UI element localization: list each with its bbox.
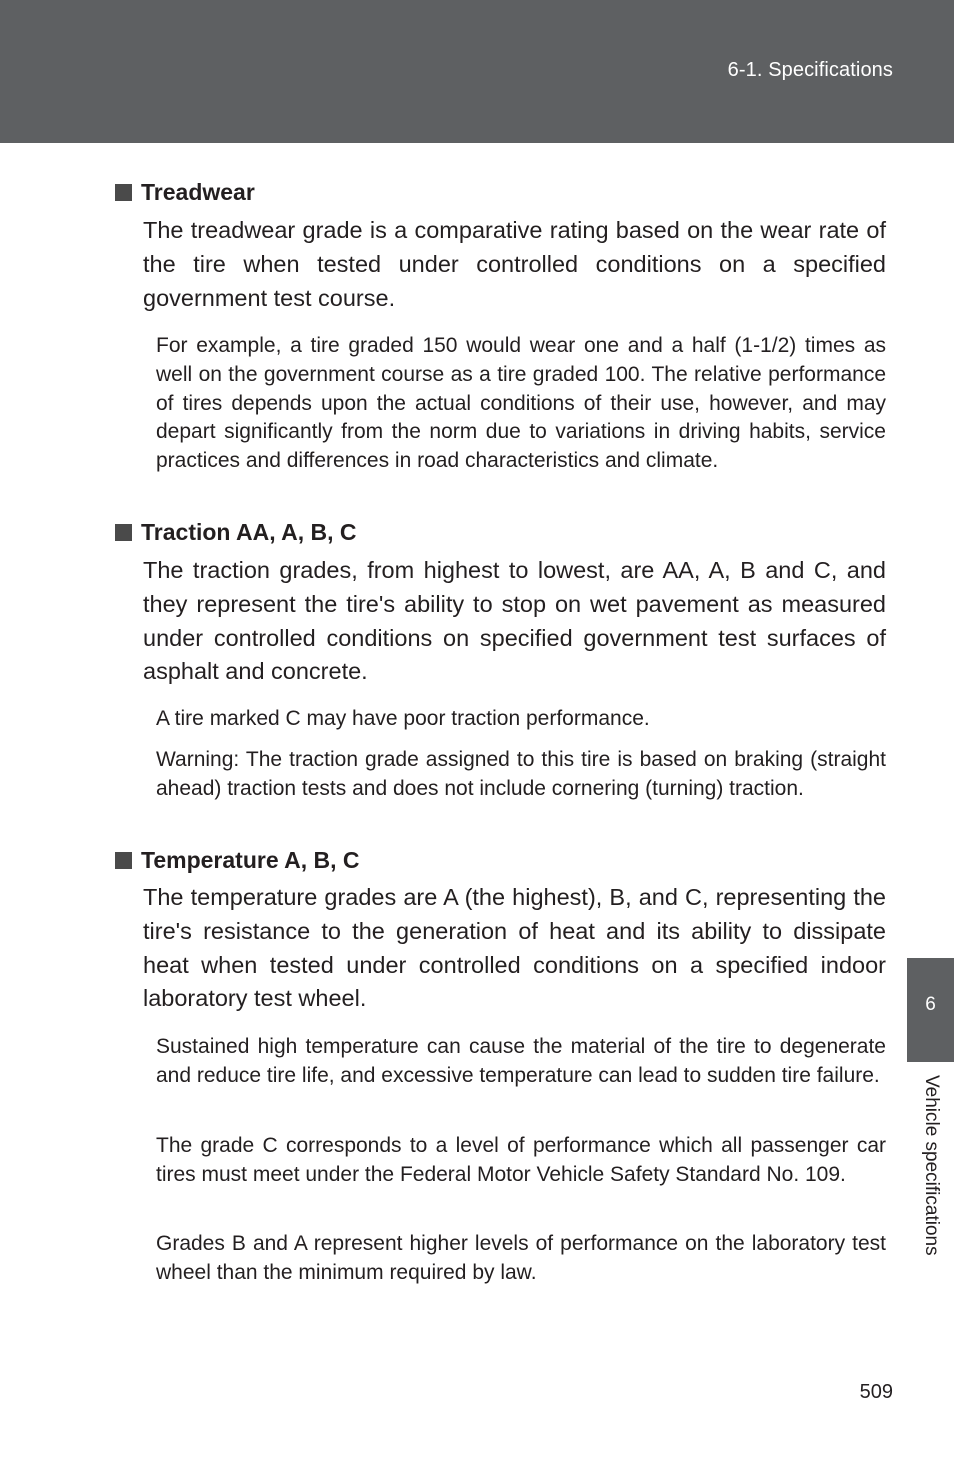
square-bullet-icon [115,852,132,869]
section-body-traction: The traction grades, from highest to lowest, are AA, A, B and C, and they represent the tire's ability to stop on wet pavement as measured under controlled conditions on specified government test surfaces of asphalt and concrete. [143,557,886,685]
note-temperature-sustained: Sustained high temperature can cause the material of the tire to degenerate and reduce tire life, and excessive temperature can lead to sudden tire failure. [156,1035,886,1087]
note-traction-poor: A tire marked C may have poor traction performance. [156,707,650,730]
heading-text: Traction AA, A, B, C [141,519,357,545]
section-heading-temperature [115,846,360,874]
page-number: 509 [859,1381,893,1403]
chapter-tab [907,958,954,1062]
section-body-temperature: The temperature grades are A (the highest), B, and C, representing the tire's resistance to the generation of heat and its ability to dissipate heat when tested under controlled conditions on a specified indoor laboratory test wheel. [143,884,886,1012]
heading-text: Treadwear [141,179,255,205]
note-traction-warning: Warning: The traction grade assigned to this tire is based on braking (straight ahead) traction tests and does not include cornering (turning) traction. [156,748,886,800]
heading-text: Temperature A, B, C [141,847,360,873]
note-temperature-grades-ab: Grades B and A represent higher levels of performance on the laboratory test wheel than the minimum required by law. [156,1232,886,1284]
section-heading-traction [115,518,357,546]
chapter-number: 6 [925,994,936,1015]
note-temperature-grade-c: The grade C corresponds to a level of performance which all passenger car tires must meet under the Federal Motor Vehicle Safety Standard No. 109. [156,1134,886,1186]
square-bullet-icon [115,524,132,541]
section-body-treadwear: The treadwear grade is a comparative rating based on the wear rate of the tire when tested under controlled conditions on a specified government test course. [143,217,886,311]
note-treadwear-example: For example, a tire graded 150 would wear one and a half (1-1/2) times as well on the government course as a tire graded 100. The relative performance of tires depends upon the actual conditions of their use, however, and may depart significantly from the norm due to variations in driving habits, service practices and differences in road characteristics and climate. [156,334,886,473]
square-bullet-icon [115,184,132,201]
section-heading-treadwear [115,178,255,206]
page-header [0,0,954,143]
section-title: 6-1. Specifications [727,59,893,81]
chapter-label: Vehicle specifications [921,1075,942,1256]
